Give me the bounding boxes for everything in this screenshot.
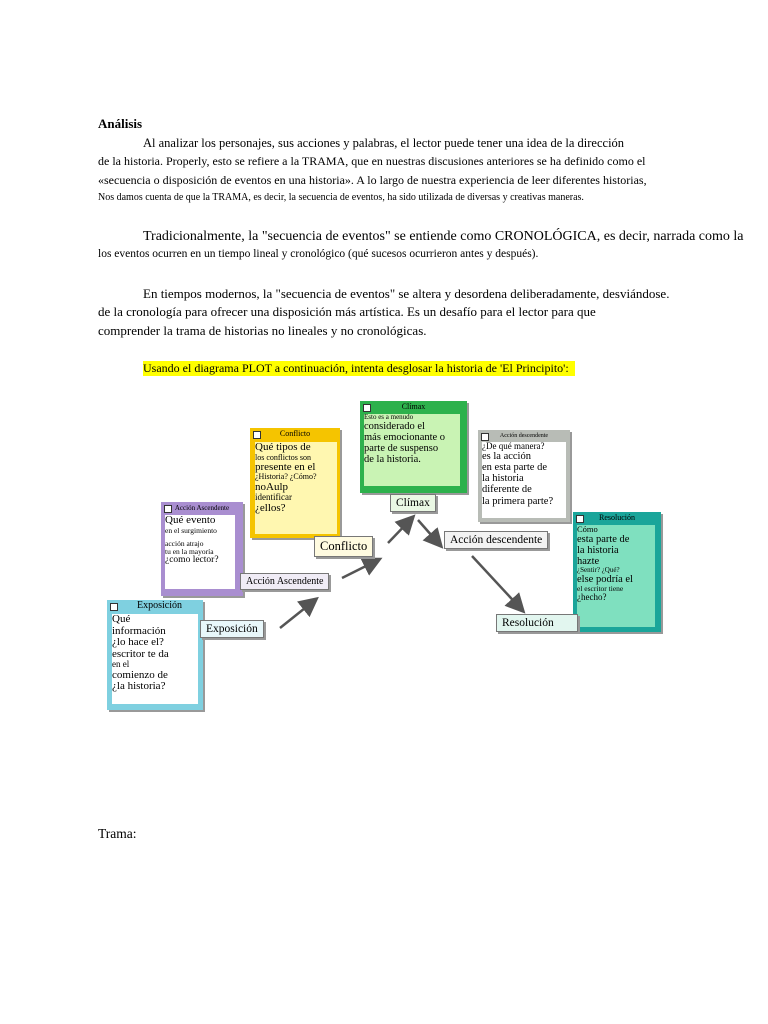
arrow-ascendente-conflicto [342, 560, 378, 578]
card-line: Cómo [577, 525, 598, 534]
card-line: en el [112, 659, 130, 670]
card-line: diferente de [482, 484, 532, 496]
paragraph3-line1: En tiempos modernos, la "secuencia de eventos" se altera y desordena deliberadamente, desviándose. [143, 286, 670, 301]
card-line: Qué [112, 614, 131, 625]
arrow-climax-descendente [418, 520, 440, 545]
card-title: Resolución [599, 513, 635, 522]
paragraph3-line2: de la cronología para ofrecer una disposición más artística. Es un desafío para el lector para que [98, 304, 596, 319]
step-accion-ascendente: Acción Ascendente [240, 573, 329, 590]
card-body [577, 525, 655, 627]
card-climax [360, 401, 467, 493]
card-line: ¿como lector? [165, 555, 219, 566]
card-line: más emocionante o [364, 432, 446, 444]
card-line: ¿Historia? ¿Cómo? [255, 472, 317, 482]
card-line: hazte [577, 555, 600, 567]
arrow-descendente-resolucion [472, 556, 522, 610]
card-line: ¿la historia? [112, 680, 166, 693]
card-line: considerado el [364, 421, 425, 433]
instruction-highlight: Usando el diagrama PLOT a continuación, intenta desglosar la historia de 'El Principito': [143, 361, 575, 376]
card-resolucion [573, 512, 661, 632]
card-line: escritor te da [112, 647, 169, 660]
card-accion-ascendente [161, 502, 243, 596]
paragraph3-line3: comprender la trama de historias no lineales y no cronológicas. [98, 323, 427, 338]
card-line: else podría el [577, 574, 633, 586]
card-line: es la acción [482, 451, 531, 463]
card-line: la primera parte? [482, 495, 554, 507]
card-body [112, 614, 198, 704]
card-line: acción atrajo [165, 539, 204, 549]
card-body [482, 442, 566, 518]
card-title: Exposición [137, 600, 182, 611]
card-line: tu en la mayoría [165, 547, 214, 557]
card-line: identificar [255, 492, 292, 503]
card-title: Conflicto [279, 429, 311, 438]
card-line: Qué evento [165, 515, 216, 526]
card-accion-descendente [478, 430, 570, 522]
card-line: en el surgimiento [165, 525, 217, 535]
card-body [364, 414, 460, 486]
step-conflicto: Conflicto [314, 536, 373, 557]
card-line: ¿lo hace el? [112, 636, 164, 649]
card-body [255, 442, 337, 534]
section-heading: Análisis [98, 116, 143, 131]
card-line: Esto es a menudo [364, 414, 414, 421]
card-line: la historia [482, 473, 524, 485]
card-line: ¿De qué manera? [482, 442, 545, 451]
card-line: el escritor tiene [577, 584, 624, 594]
card-line: esta parte de [577, 533, 630, 545]
card-line: ¿Sentir? ¿Qué? [577, 565, 620, 574]
paragraph1-line1: Al analizar los personajes, sus acciones y palabras, el lector puede tener una idea de la dirección [143, 136, 625, 150]
card-line: Qué tipos de [255, 442, 311, 453]
card-line: de la historia. [364, 454, 421, 466]
card-line: la historia [577, 544, 619, 556]
card-line: ¿ellos? [255, 501, 286, 514]
card-title: Clímax [401, 402, 426, 411]
paragraph2-line2: los eventos ocurren en un tiempo lineal y cronológico (qué sucesos ocurrieron antes y después). [98, 248, 539, 260]
step-exposicion: Exposición [200, 620, 264, 638]
step-climax: Clímax [390, 494, 436, 512]
card-line: ¿hecho? [577, 592, 607, 603]
step-accion-descendente: Acción descendente [444, 531, 548, 549]
card-exposicion [107, 600, 203, 710]
card-title: Acción Ascendente [174, 504, 230, 512]
card-body [165, 515, 235, 589]
card-line: parte de suspenso [364, 443, 439, 455]
card-line: comienzo de [112, 668, 168, 681]
card-line: información [112, 624, 166, 637]
card-title: Acción descendente [499, 433, 549, 439]
card-line: en esta parte de [482, 462, 548, 474]
card-conflicto [250, 428, 340, 538]
arrow-exposicion-ascendente [280, 600, 315, 628]
paragraph1-line3: «secuencia o disposición de eventos en una historia». A lo largo de nuestra experiencia de leer diferentes historias, [98, 173, 647, 187]
paragraph2-line1: Tradicionalmente, la "secuencia de eventos" se entiende como CRONOLÓGICA, es decir, narrada como la [143, 229, 744, 244]
card-line: presente en el [255, 460, 316, 473]
card-line: noAulp [255, 480, 288, 493]
card-line: los conflictos son [255, 452, 311, 462]
paragraph1-line2: de la historia. Properly, esto se refiere a la TRAMA, que en nuestras discusiones anteriores se ha definido como el [98, 154, 646, 168]
step-resolucion: Resolución [496, 614, 578, 632]
arrow-conflicto-climax [388, 518, 412, 543]
trama-label: Trama: [98, 826, 137, 841]
paragraph1-line4: Nos damos cuenta de que la TRAMA, es decir, la secuencia de eventos, ha sido utilizada de diversas y creativas maneras. [98, 192, 584, 203]
